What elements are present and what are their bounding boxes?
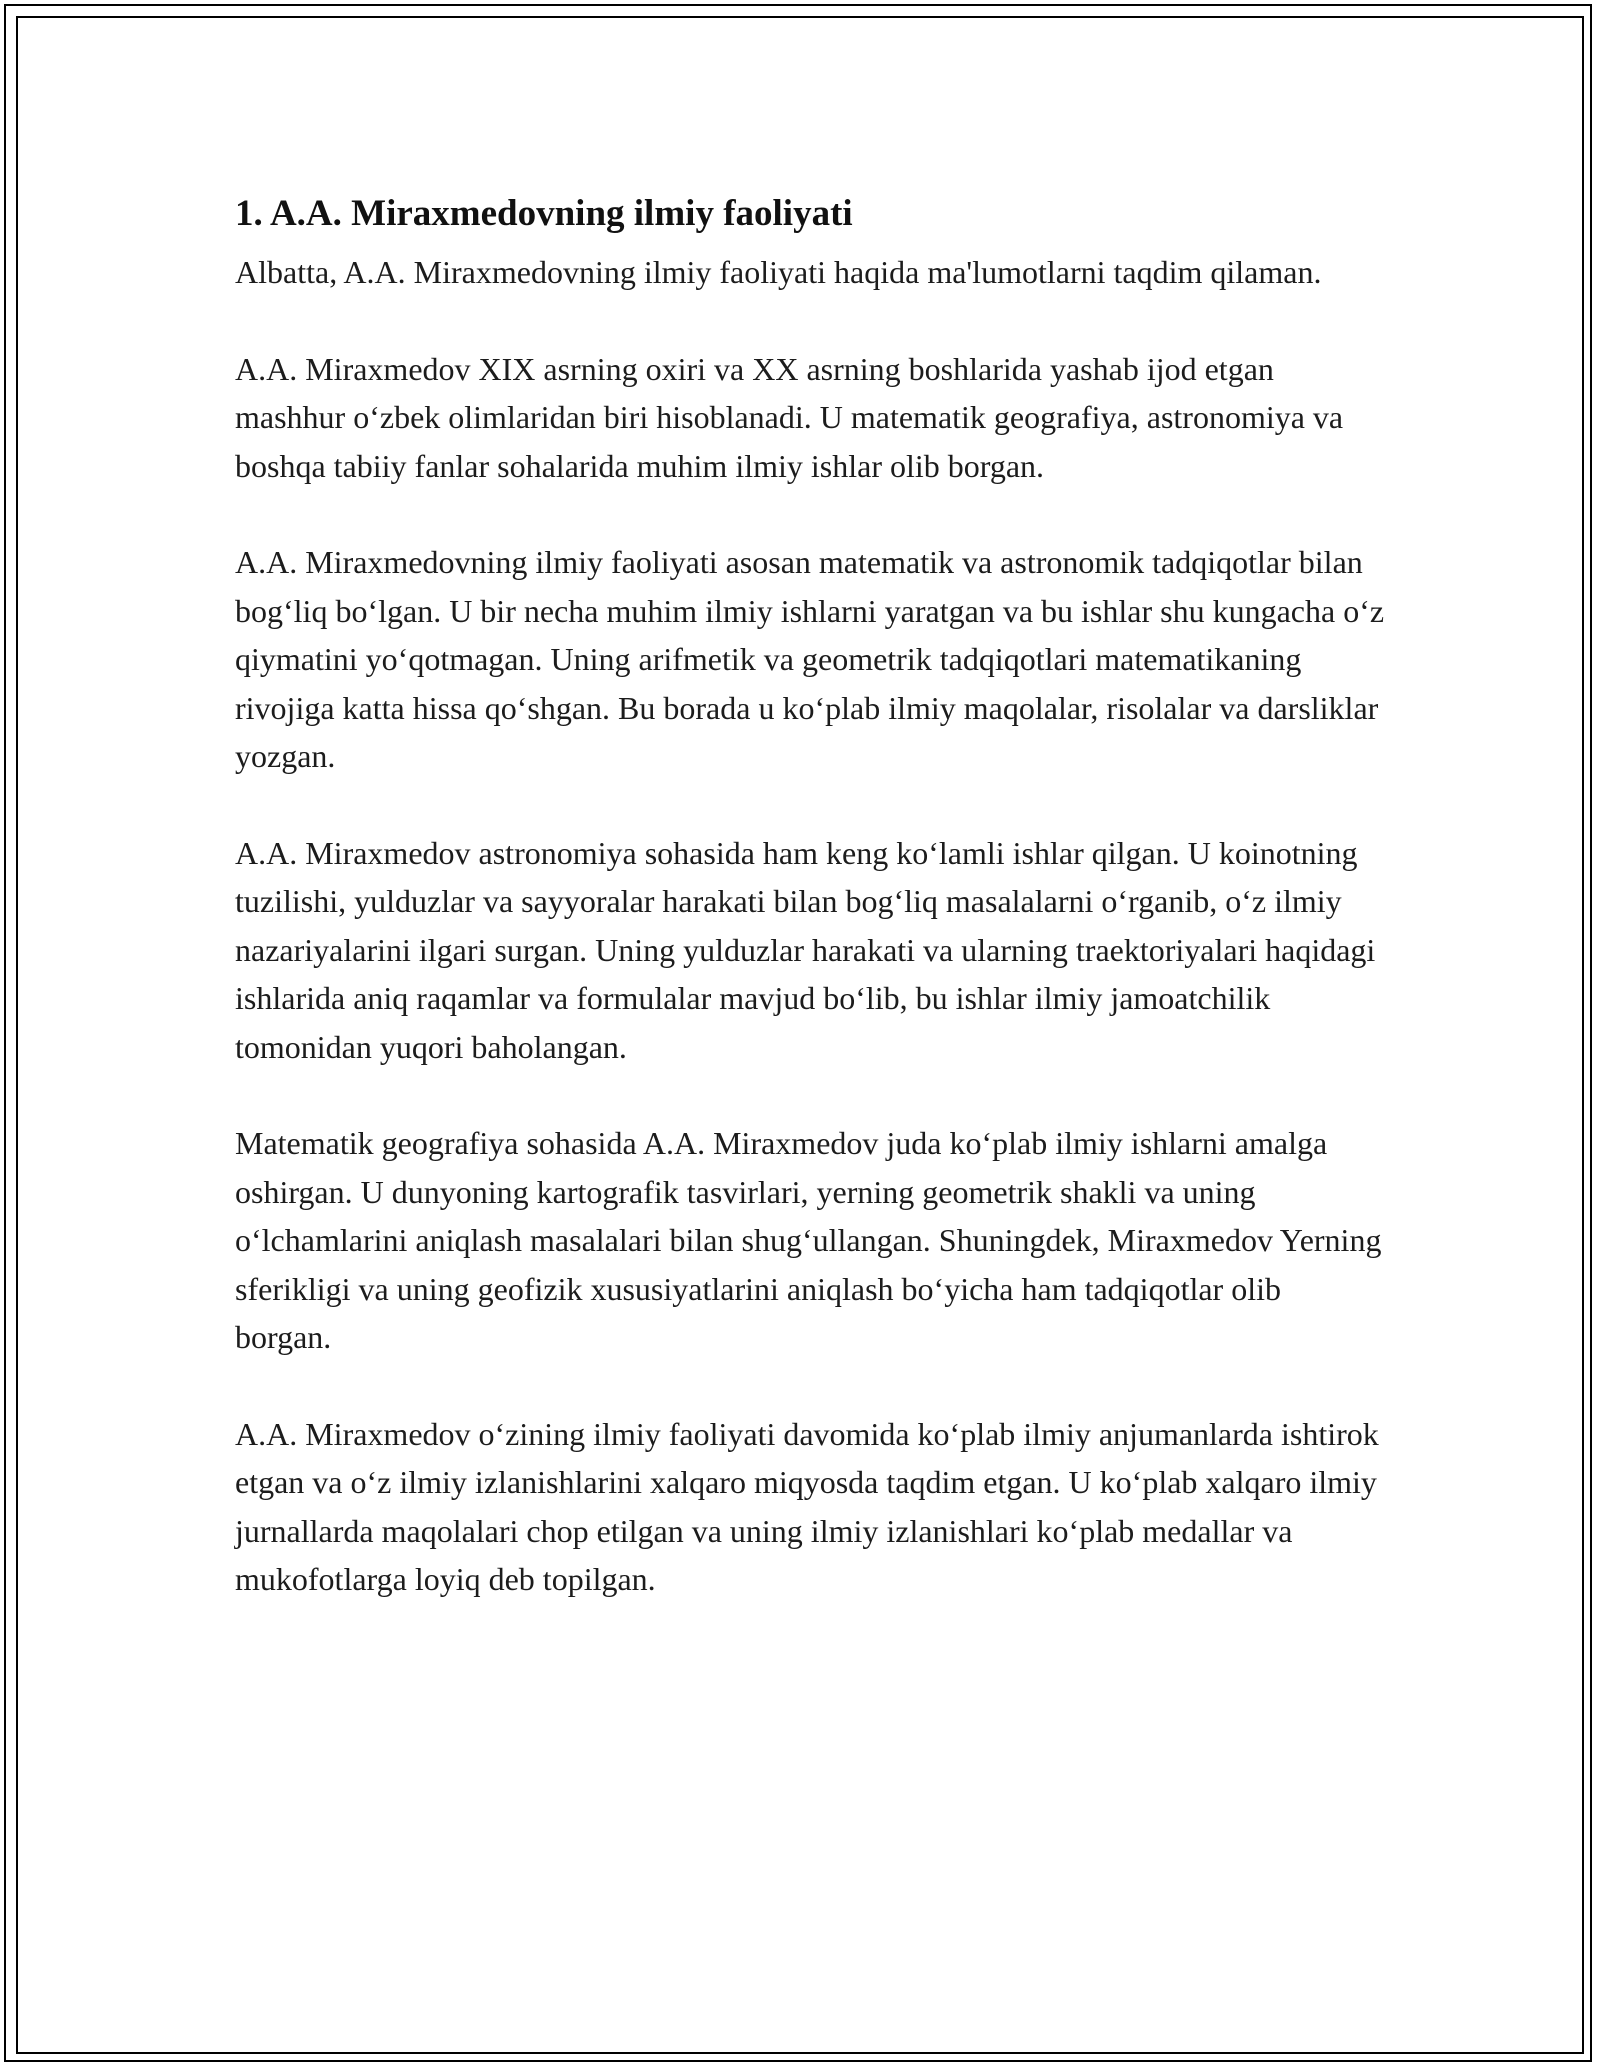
document-body: [235, 186, 1385, 1652]
paragraph-biography: A.A. Miraxmedov XIX asrning oxiri va XX asrning boshlarida yashab ijod etgan mashhur o‘zbek olimlaridan biri hisoblanadi. U matematik geografiya, astronomiya va boshqa tabiiy fanlar sohalarida muhim ilmiy ishlar olib borgan.: [235, 350, 1344, 484]
paragraph-conferences: A.A. Miraxmedov o‘zining ilmiy faoliyati davomida ko‘plab ilmiy anjumanlarda ishtirok etgan va o‘z ilmiy izlanishlarini xalqaro miqyosda taqdim etgan. U ko‘plab xalqaro ilmiy jurnallarda maqolalari chop etilgan va uning ilmiy izlanishlari ko‘plab medallar va mukofotlarga loyiq deb topilgan.: [235, 1415, 1379, 1597]
section-heading: 1. A.A. Miraxmedovning ilmiy faoliyati: [235, 193, 853, 234]
paragraph-math-research: A.A. Miraxmedovning ilmiy faoliyati asosan matematik va astronomik tadqiqotlar bilan bog‘liq bo‘lgan. U bir necha muhim ilmiy ishlarni yaratgan va bu ishlar shu kungacha o‘z qiymatini yo‘qotmagan. Uning arifmetik va geometrik tadqiqotlari matematikaning rivojiga katta hissa qo‘shgan. Bu borada u ko‘plab ilmiy maqolalar, risolalar va darsliklar yozgan.: [235, 544, 1385, 774]
paragraph-geography: Matematik geografiya sohasida A.A. Miraxmedov juda ko‘plab ilmiy ishlarni amalga oshirgan. U dunyoning kartografik tasvirlari, yerning geometrik shakli va uning o‘lchamlarini aniqlash masalalari bilan shug‘ullangan. Shuningdek, Miraxmedov Yerning sferikligi va uning geofizik xususiyatlarini aniqlash bo‘yicha ham tadqiqotlar olib borgan.: [235, 1125, 1382, 1355]
paragraph-astronomy: A.A. Miraxmedov astronomiya sohasida ham keng ko‘lamli ishlar qilgan. U koinotning tuzilishi, yulduzlar va sayyoralar harakati bilan bog‘liq masalalarni o‘rganib, o‘z ilmiy nazariyalarini ilgari surgan. Uning yulduzlar harakati va ularning traektoriyalari haqidagi ishlarida aniq raqamlar va formulalar mavjud bo‘lib, bu ishlar ilmiy jamoatchilik tomonidan yuqori baholangan.: [235, 834, 1376, 1065]
paragraph-intro: Albatta, A.A. Miraxmedovning ilmiy faoliyati haqida ma'lumotlarni taqdim qilaman.: [235, 254, 1322, 290]
